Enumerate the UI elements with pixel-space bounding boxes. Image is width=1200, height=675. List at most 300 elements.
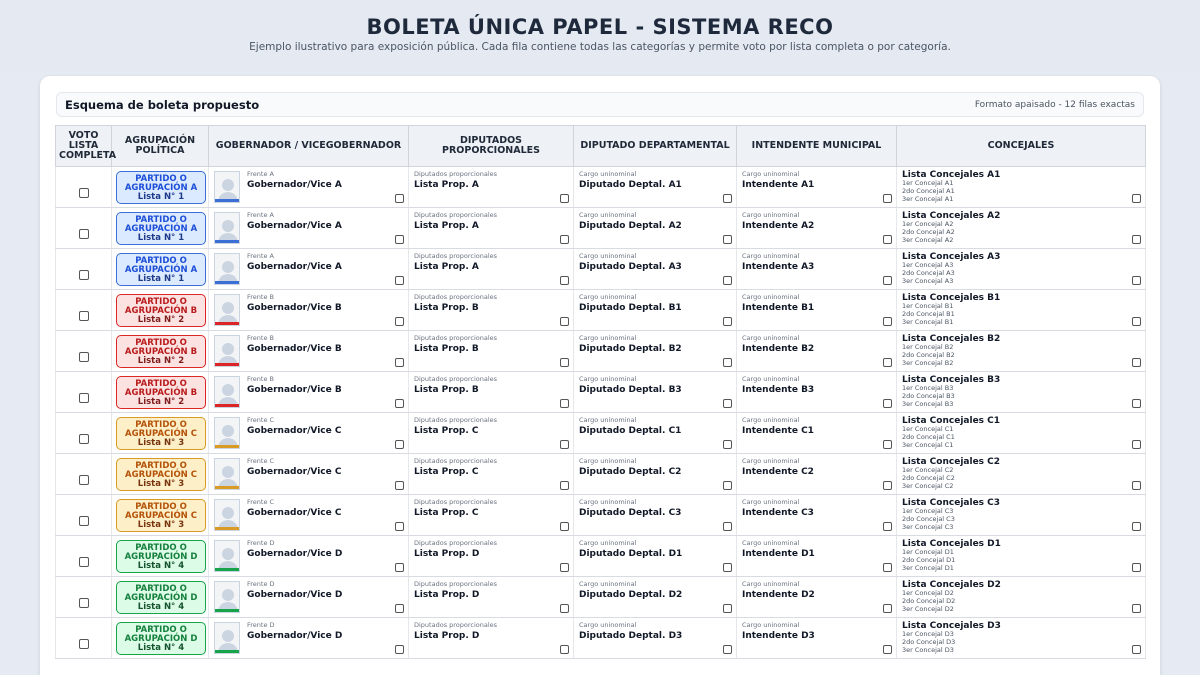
party-color-stripe xyxy=(215,568,239,571)
diputados-prop-cell xyxy=(409,536,574,577)
diputado-dep-cell xyxy=(574,167,737,208)
avatar-head-icon xyxy=(222,630,234,642)
party-badge xyxy=(116,622,206,655)
intendente-checkbox[interactable] xyxy=(883,440,892,449)
diputados-prop-checkbox[interactable] xyxy=(560,481,569,490)
intendente-name: Intendente D2 xyxy=(742,590,815,600)
concejales-cell xyxy=(897,618,1146,659)
diputado-dep-cell xyxy=(574,536,737,577)
concejal-2: 2do Concejal C1 xyxy=(902,433,955,441)
candidate-photo xyxy=(214,253,240,285)
intendente-name: Intendente B1 xyxy=(742,303,815,313)
concejales-checkbox[interactable] xyxy=(1132,235,1141,244)
candidate-photo xyxy=(214,417,240,449)
diputados-prop-list: Lista Prop. C xyxy=(414,426,479,436)
party-name: PARTIDO O AGRUPACIÓN D xyxy=(124,543,198,562)
governor-checkbox[interactable] xyxy=(395,481,404,490)
cargo-label: Cargo uninominal xyxy=(742,293,800,301)
diputados-prop-checkbox[interactable] xyxy=(560,235,569,244)
governor-cell xyxy=(209,372,409,413)
diputados-prop-checkbox[interactable] xyxy=(560,604,569,613)
ballot-row xyxy=(56,413,1146,454)
vote-list-checkbox[interactable] xyxy=(79,475,89,485)
concejales-checkbox[interactable] xyxy=(1132,317,1141,326)
intendente-name: Intendente C2 xyxy=(742,467,814,477)
party-list-number: Lista N° 2 xyxy=(137,356,185,366)
concejales-list-title: Lista Concejales C1 xyxy=(902,416,1001,426)
vote-list-checkbox[interactable] xyxy=(79,270,89,280)
frente-label: Frente A xyxy=(247,211,274,219)
party-list-number: Lista N° 1 xyxy=(137,192,185,202)
governor-name: Gobernador/Vice A xyxy=(247,221,342,231)
cargo-label: Cargo uninominal xyxy=(579,498,637,506)
governor-name: Gobernador/Vice B xyxy=(247,385,342,395)
concejales-list-title: Lista Concejales A2 xyxy=(902,211,1001,221)
concejal-1: 1er Concejal C3 xyxy=(902,507,954,515)
governor-cell xyxy=(209,331,409,372)
party-color-stripe xyxy=(215,281,239,284)
intendente-name: Intendente A1 xyxy=(742,180,815,190)
vote-list-checkbox[interactable] xyxy=(79,557,89,567)
governor-name: Gobernador/Vice A xyxy=(247,262,342,272)
diputado-dep-name: Diputado Deptal. D1 xyxy=(579,549,683,559)
diputados-prop-checkbox[interactable] xyxy=(560,276,569,285)
concejal-1: 1er Concejal A3 xyxy=(902,261,954,269)
concejales-list-title: Lista Concejales D2 xyxy=(902,580,1001,590)
diputados-prop-list: Lista Prop. B xyxy=(414,385,479,395)
party-badge xyxy=(116,212,206,245)
diputado-dep-name: Diputado Deptal. A2 xyxy=(579,221,682,231)
party-cell xyxy=(112,208,209,249)
card-title: Esquema de boleta propuesto xyxy=(65,97,260,112)
party-cell xyxy=(112,167,209,208)
diputado-dep-checkbox[interactable] xyxy=(723,604,732,613)
concejal-2: 2do Concejal A3 xyxy=(902,269,955,277)
governor-name: Gobernador/Vice C xyxy=(247,508,342,518)
governor-checkbox[interactable] xyxy=(395,276,404,285)
concejales-checkbox[interactable] xyxy=(1132,440,1141,449)
ballot-table xyxy=(55,125,1146,659)
intendente-cell xyxy=(737,413,897,454)
intendente-name: Intendente B3 xyxy=(742,385,815,395)
avatar-head-icon xyxy=(222,220,234,232)
governor-checkbox[interactable] xyxy=(395,235,404,244)
intendente-name: Intendente A3 xyxy=(742,262,815,272)
avatar-head-icon xyxy=(222,507,234,519)
governor-checkbox[interactable] xyxy=(395,645,404,654)
party-list-number: Lista N° 4 xyxy=(137,602,185,612)
party-name: PARTIDO O AGRUPACIÓN D xyxy=(124,625,198,644)
governor-cell xyxy=(209,290,409,331)
party-cell xyxy=(112,372,209,413)
diputado-dep-checkbox[interactable] xyxy=(723,276,732,285)
party-badge xyxy=(116,171,206,204)
intendente-name: Intendente D3 xyxy=(742,631,815,641)
diputado-dep-checkbox[interactable] xyxy=(723,440,732,449)
diputados-prop-list: Lista Prop. A xyxy=(414,180,479,190)
concejal-3: 3er Concejal D1 xyxy=(902,564,954,572)
vote-list-cell xyxy=(56,536,112,577)
concejal-3: 3er Concejal D2 xyxy=(902,605,954,613)
diputado-dep-cell xyxy=(574,372,737,413)
vote-list-cell xyxy=(56,495,112,536)
diputado-dep-checkbox[interactable] xyxy=(723,522,732,531)
cargo-label: Cargo uninominal xyxy=(579,375,637,383)
party-color-stripe xyxy=(215,240,239,243)
concejal-3: 3er Concejal B1 xyxy=(902,318,954,326)
intendente-name: Intendente C3 xyxy=(742,508,814,518)
concejales-cell xyxy=(897,495,1146,536)
diputados-prop-cell xyxy=(409,454,574,495)
governor-checkbox[interactable] xyxy=(395,604,404,613)
ballot-row xyxy=(56,290,1146,331)
party-badge xyxy=(116,458,206,491)
vote-list-cell xyxy=(56,249,112,290)
cargo-label: Cargo uninominal xyxy=(579,539,637,547)
party-list-number: Lista N° 1 xyxy=(137,274,185,284)
diputados-prop-label: Diputados proporcionales xyxy=(414,334,498,342)
diputados-prop-list: Lista Prop. D xyxy=(414,590,480,600)
diputados-prop-list: Lista Prop. B xyxy=(414,303,479,313)
intendente-checkbox[interactable] xyxy=(883,358,892,367)
concejal-1: 1er Concejal D2 xyxy=(902,589,954,597)
diputados-prop-checkbox[interactable] xyxy=(560,194,569,203)
cargo-label: Cargo uninominal xyxy=(579,334,637,342)
intendente-cell xyxy=(737,495,897,536)
party-color-stripe xyxy=(215,445,239,448)
cargo-label: Cargo uninominal xyxy=(742,375,800,383)
concejal-3: 3er Concejal A2 xyxy=(902,236,954,244)
diputado-dep-name: Diputado Deptal. A1 xyxy=(579,180,682,190)
cargo-label: Cargo uninominal xyxy=(579,416,637,424)
diputado-dep-name: Diputado Deptal. B2 xyxy=(579,344,682,354)
vote-list-cell xyxy=(56,167,112,208)
vote-list-checkbox[interactable] xyxy=(79,434,89,444)
intendente-checkbox[interactable] xyxy=(883,317,892,326)
party-badge xyxy=(116,376,206,409)
intendente-checkbox[interactable] xyxy=(883,399,892,408)
party-color-stripe xyxy=(215,322,239,325)
concejal-3: 3er Concejal B2 xyxy=(902,359,954,367)
cargo-label: Cargo uninominal xyxy=(579,457,637,465)
party-color-stripe xyxy=(215,609,239,612)
diputados-prop-label: Diputados proporcionales xyxy=(414,457,498,465)
concejal-1: 1er Concejal B1 xyxy=(902,302,954,310)
concejales-checkbox[interactable] xyxy=(1132,194,1141,203)
ballot-row xyxy=(56,577,1146,618)
diputados-prop-label: Diputados proporcionales xyxy=(414,375,498,383)
concejal-1: 1er Concejal C1 xyxy=(902,425,954,433)
governor-checkbox[interactable] xyxy=(395,194,404,203)
concejales-checkbox[interactable] xyxy=(1132,399,1141,408)
intendente-cell xyxy=(737,536,897,577)
party-name: PARTIDO O AGRUPACIÓN C xyxy=(125,461,197,480)
diputado-dep-checkbox[interactable] xyxy=(723,645,732,654)
governor-cell xyxy=(209,413,409,454)
intendente-checkbox[interactable] xyxy=(883,481,892,490)
party-name: PARTIDO O AGRUPACIÓN A xyxy=(124,215,198,234)
frente-label: Frente D xyxy=(247,621,275,629)
diputados-prop-checkbox[interactable] xyxy=(560,358,569,367)
cargo-label: Cargo uninominal xyxy=(742,539,800,547)
governor-checkbox[interactable] xyxy=(395,563,404,572)
diputado-dep-cell xyxy=(574,577,737,618)
vote-list-checkbox[interactable] xyxy=(79,639,89,649)
diputado-dep-checkbox[interactable] xyxy=(723,317,732,326)
diputados-prop-cell xyxy=(409,249,574,290)
concejal-1: 1er Concejal D3 xyxy=(902,630,954,638)
diputados-prop-checkbox[interactable] xyxy=(560,399,569,408)
party-cell xyxy=(112,536,209,577)
cargo-label: Cargo uninominal xyxy=(742,457,800,465)
format-note: Formato apaisado - 12 filas exactas xyxy=(974,99,1135,110)
concejales-list-title: Lista Concejales B2 xyxy=(902,334,1001,344)
governor-cell xyxy=(209,618,409,659)
vote-list-cell xyxy=(56,331,112,372)
cargo-label: Cargo uninominal xyxy=(579,621,637,629)
vote-list-checkbox[interactable] xyxy=(79,188,89,198)
frente-label: Frente B xyxy=(247,293,274,301)
governor-checkbox[interactable] xyxy=(395,440,404,449)
concejales-checkbox[interactable] xyxy=(1132,276,1141,285)
party-list-number: Lista N° 4 xyxy=(137,561,185,571)
party-cell xyxy=(112,618,209,659)
concejales-cell xyxy=(897,167,1146,208)
page-title: BOLETA ÚNICA PAPEL - SISTEMA RECO xyxy=(366,15,834,39)
ballot-row xyxy=(56,167,1146,208)
diputado-dep-cell xyxy=(574,618,737,659)
vote-list-checkbox[interactable] xyxy=(79,393,89,403)
ballot-row xyxy=(56,249,1146,290)
avatar-head-icon xyxy=(222,179,234,191)
concejal-1: 1er Concejal A1 xyxy=(902,179,954,187)
diputados-prop-label: Diputados proporcionales xyxy=(414,580,498,588)
intendente-cell xyxy=(737,372,897,413)
cargo-label: Cargo uninominal xyxy=(742,416,800,424)
candidate-photo xyxy=(214,212,240,244)
party-name: PARTIDO O AGRUPACIÓN D xyxy=(124,584,198,603)
party-name: PARTIDO O AGRUPACIÓN A xyxy=(124,174,198,193)
diputados-prop-list: Lista Prop. C xyxy=(414,508,479,518)
party-name: PARTIDO O AGRUPACIÓN C xyxy=(125,502,197,521)
diputado-dep-checkbox[interactable] xyxy=(723,563,732,572)
candidate-photo xyxy=(214,581,240,613)
header-row xyxy=(56,126,1146,167)
avatar-head-icon xyxy=(222,384,234,396)
concejales-cell xyxy=(897,290,1146,331)
diputado-dep-checkbox[interactable] xyxy=(723,235,732,244)
ballot-row xyxy=(56,618,1146,659)
party-badge xyxy=(116,499,206,532)
diputado-dep-checkbox[interactable] xyxy=(723,481,732,490)
cargo-label: Cargo uninominal xyxy=(579,252,637,260)
diputados-prop-checkbox[interactable] xyxy=(560,645,569,654)
party-color-stripe xyxy=(215,404,239,407)
vote-list-cell xyxy=(56,577,112,618)
diputados-prop-label: Diputados proporcionales xyxy=(414,252,498,260)
ballot-row xyxy=(56,495,1146,536)
governor-name: Gobernador/Vice A xyxy=(247,180,342,190)
intendente-cell xyxy=(737,331,897,372)
card-toolbar xyxy=(56,92,1144,117)
avatar-head-icon xyxy=(222,466,234,478)
frente-label: Frente C xyxy=(247,457,275,465)
governor-name: Gobernador/Vice B xyxy=(247,303,342,313)
diputados-prop-cell xyxy=(409,208,574,249)
concejales-checkbox[interactable] xyxy=(1132,604,1141,613)
page-header xyxy=(0,0,1200,72)
party-cell xyxy=(112,495,209,536)
concejal-3: 3er Concejal A3 xyxy=(902,277,954,285)
ballot-body xyxy=(56,167,1146,659)
vote-list-checkbox[interactable] xyxy=(79,229,89,239)
vote-list-cell xyxy=(56,454,112,495)
governor-cell xyxy=(209,536,409,577)
vote-list-cell xyxy=(56,290,112,331)
party-color-stripe xyxy=(215,199,239,202)
governor-checkbox[interactable] xyxy=(395,317,404,326)
intendente-checkbox[interactable] xyxy=(883,194,892,203)
party-badge xyxy=(116,335,206,368)
diputados-prop-checkbox[interactable] xyxy=(560,563,569,572)
diputados-prop-list: Lista Prop. B xyxy=(414,344,479,354)
candidate-photo xyxy=(214,171,240,203)
vote-list-checkbox[interactable] xyxy=(79,311,89,321)
party-list-number: Lista N° 2 xyxy=(137,315,185,325)
governor-cell xyxy=(209,167,409,208)
frente-label: Frente C xyxy=(247,416,275,424)
governor-checkbox[interactable] xyxy=(395,399,404,408)
concejales-checkbox[interactable] xyxy=(1132,522,1141,531)
cargo-label: Cargo uninominal xyxy=(742,170,800,178)
diputado-dep-name: Diputado Deptal. D2 xyxy=(579,590,683,600)
diputado-dep-cell xyxy=(574,208,737,249)
intendente-name: Intendente A2 xyxy=(742,221,815,231)
candidate-photo xyxy=(214,458,240,490)
vote-list-checkbox[interactable] xyxy=(79,516,89,526)
concejales-list-title: Lista Concejales A3 xyxy=(902,252,1001,262)
diputado-dep-name: Diputado Deptal. B3 xyxy=(579,385,682,395)
col-header-voto: VOTO LISTA COMPLETA xyxy=(56,126,112,167)
concejal-2: 2do Concejal D2 xyxy=(902,597,956,605)
concejales-cell xyxy=(897,372,1146,413)
vote-list-cell xyxy=(56,413,112,454)
diputado-dep-name: Diputado Deptal. A3 xyxy=(579,262,682,272)
concejales-checkbox[interactable] xyxy=(1132,645,1141,654)
diputado-dep-name: Diputado Deptal. C3 xyxy=(579,508,682,518)
candidate-photo xyxy=(214,294,240,326)
intendente-checkbox[interactable] xyxy=(883,604,892,613)
intendente-checkbox[interactable] xyxy=(883,563,892,572)
concejal-3: 3er Concejal A1 xyxy=(902,195,954,203)
diputado-dep-name: Diputado Deptal. C1 xyxy=(579,426,682,436)
cargo-label: Cargo uninominal xyxy=(742,334,800,342)
party-name: PARTIDO O AGRUPACIÓN B xyxy=(124,379,198,398)
diputados-prop-list: Lista Prop. C xyxy=(414,467,479,477)
concejales-checkbox[interactable] xyxy=(1132,358,1141,367)
intendente-cell xyxy=(737,577,897,618)
intendente-checkbox[interactable] xyxy=(883,645,892,654)
party-color-stripe xyxy=(215,486,239,489)
ballot-row xyxy=(56,372,1146,413)
diputado-dep-name: Diputado Deptal. D3 xyxy=(579,631,683,641)
party-name: PARTIDO O AGRUPACIÓN C xyxy=(125,420,197,439)
cargo-label: Cargo uninominal xyxy=(579,211,637,219)
diputados-prop-cell xyxy=(409,331,574,372)
diputados-prop-label: Diputados proporcionales xyxy=(414,416,498,424)
party-cell xyxy=(112,249,209,290)
party-name: PARTIDO O AGRUPACIÓN B xyxy=(124,297,198,316)
governor-cell xyxy=(209,249,409,290)
governor-checkbox[interactable] xyxy=(395,358,404,367)
diputados-prop-list: Lista Prop. A xyxy=(414,262,479,272)
governor-name: Gobernador/Vice D xyxy=(247,631,343,641)
diputados-prop-label: Diputados proporcionales xyxy=(414,170,498,178)
cargo-label: Cargo uninominal xyxy=(742,621,800,629)
concejales-cell xyxy=(897,454,1146,495)
party-cell xyxy=(112,290,209,331)
party-name: PARTIDO O AGRUPACIÓN B xyxy=(124,338,198,357)
candidate-photo xyxy=(214,335,240,367)
ballot-row xyxy=(56,208,1146,249)
party-badge xyxy=(116,540,206,573)
governor-checkbox[interactable] xyxy=(395,522,404,531)
diputados-prop-checkbox[interactable] xyxy=(560,317,569,326)
concejal-1: 1er Concejal A2 xyxy=(902,220,954,228)
party-color-stripe xyxy=(215,527,239,530)
party-badge xyxy=(116,417,206,450)
frente-label: Frente B xyxy=(247,375,274,383)
diputados-prop-checkbox[interactable] xyxy=(560,440,569,449)
diputado-dep-name: Diputado Deptal. B1 xyxy=(579,303,682,313)
frente-label: Frente D xyxy=(247,580,275,588)
diputados-prop-cell xyxy=(409,167,574,208)
concejal-1: 1er Concejal C2 xyxy=(902,466,954,474)
diputados-prop-list: Lista Prop. D xyxy=(414,549,480,559)
vote-list-checkbox[interactable] xyxy=(79,352,89,362)
concejal-3: 3er Concejal C3 xyxy=(902,523,954,531)
concejal-2: 2do Concejal A1 xyxy=(902,187,955,195)
intendente-checkbox[interactable] xyxy=(883,235,892,244)
vote-list-checkbox[interactable] xyxy=(79,598,89,608)
concejales-checkbox[interactable] xyxy=(1132,481,1141,490)
cargo-label: Cargo uninominal xyxy=(579,170,637,178)
cargo-label: Cargo uninominal xyxy=(742,211,800,219)
col-header-diputado-dep: DIPUTADO DEPARTAMENTAL xyxy=(574,126,737,167)
concejal-1: 1er Concejal B3 xyxy=(902,384,954,392)
intendente-checkbox[interactable] xyxy=(883,522,892,531)
concejales-checkbox[interactable] xyxy=(1132,563,1141,572)
diputados-prop-cell xyxy=(409,372,574,413)
concejal-3: 3er Concejal D3 xyxy=(902,646,954,654)
diputados-prop-cell xyxy=(409,495,574,536)
concejales-cell xyxy=(897,208,1146,249)
diputado-dep-checkbox[interactable] xyxy=(723,399,732,408)
frente-label: Frente C xyxy=(247,498,275,506)
intendente-checkbox[interactable] xyxy=(883,276,892,285)
candidate-photo xyxy=(214,622,240,654)
concejal-3: 3er Concejal C1 xyxy=(902,441,954,449)
diputado-dep-checkbox[interactable] xyxy=(723,194,732,203)
cargo-label: Cargo uninominal xyxy=(579,293,637,301)
diputados-prop-checkbox[interactable] xyxy=(560,522,569,531)
concejales-cell xyxy=(897,413,1146,454)
diputado-dep-name: Diputado Deptal. C2 xyxy=(579,467,682,477)
party-list-number: Lista N° 4 xyxy=(137,643,185,653)
diputado-dep-checkbox[interactable] xyxy=(723,358,732,367)
concejal-3: 3er Concejal B3 xyxy=(902,400,954,408)
diputado-dep-cell xyxy=(574,495,737,536)
